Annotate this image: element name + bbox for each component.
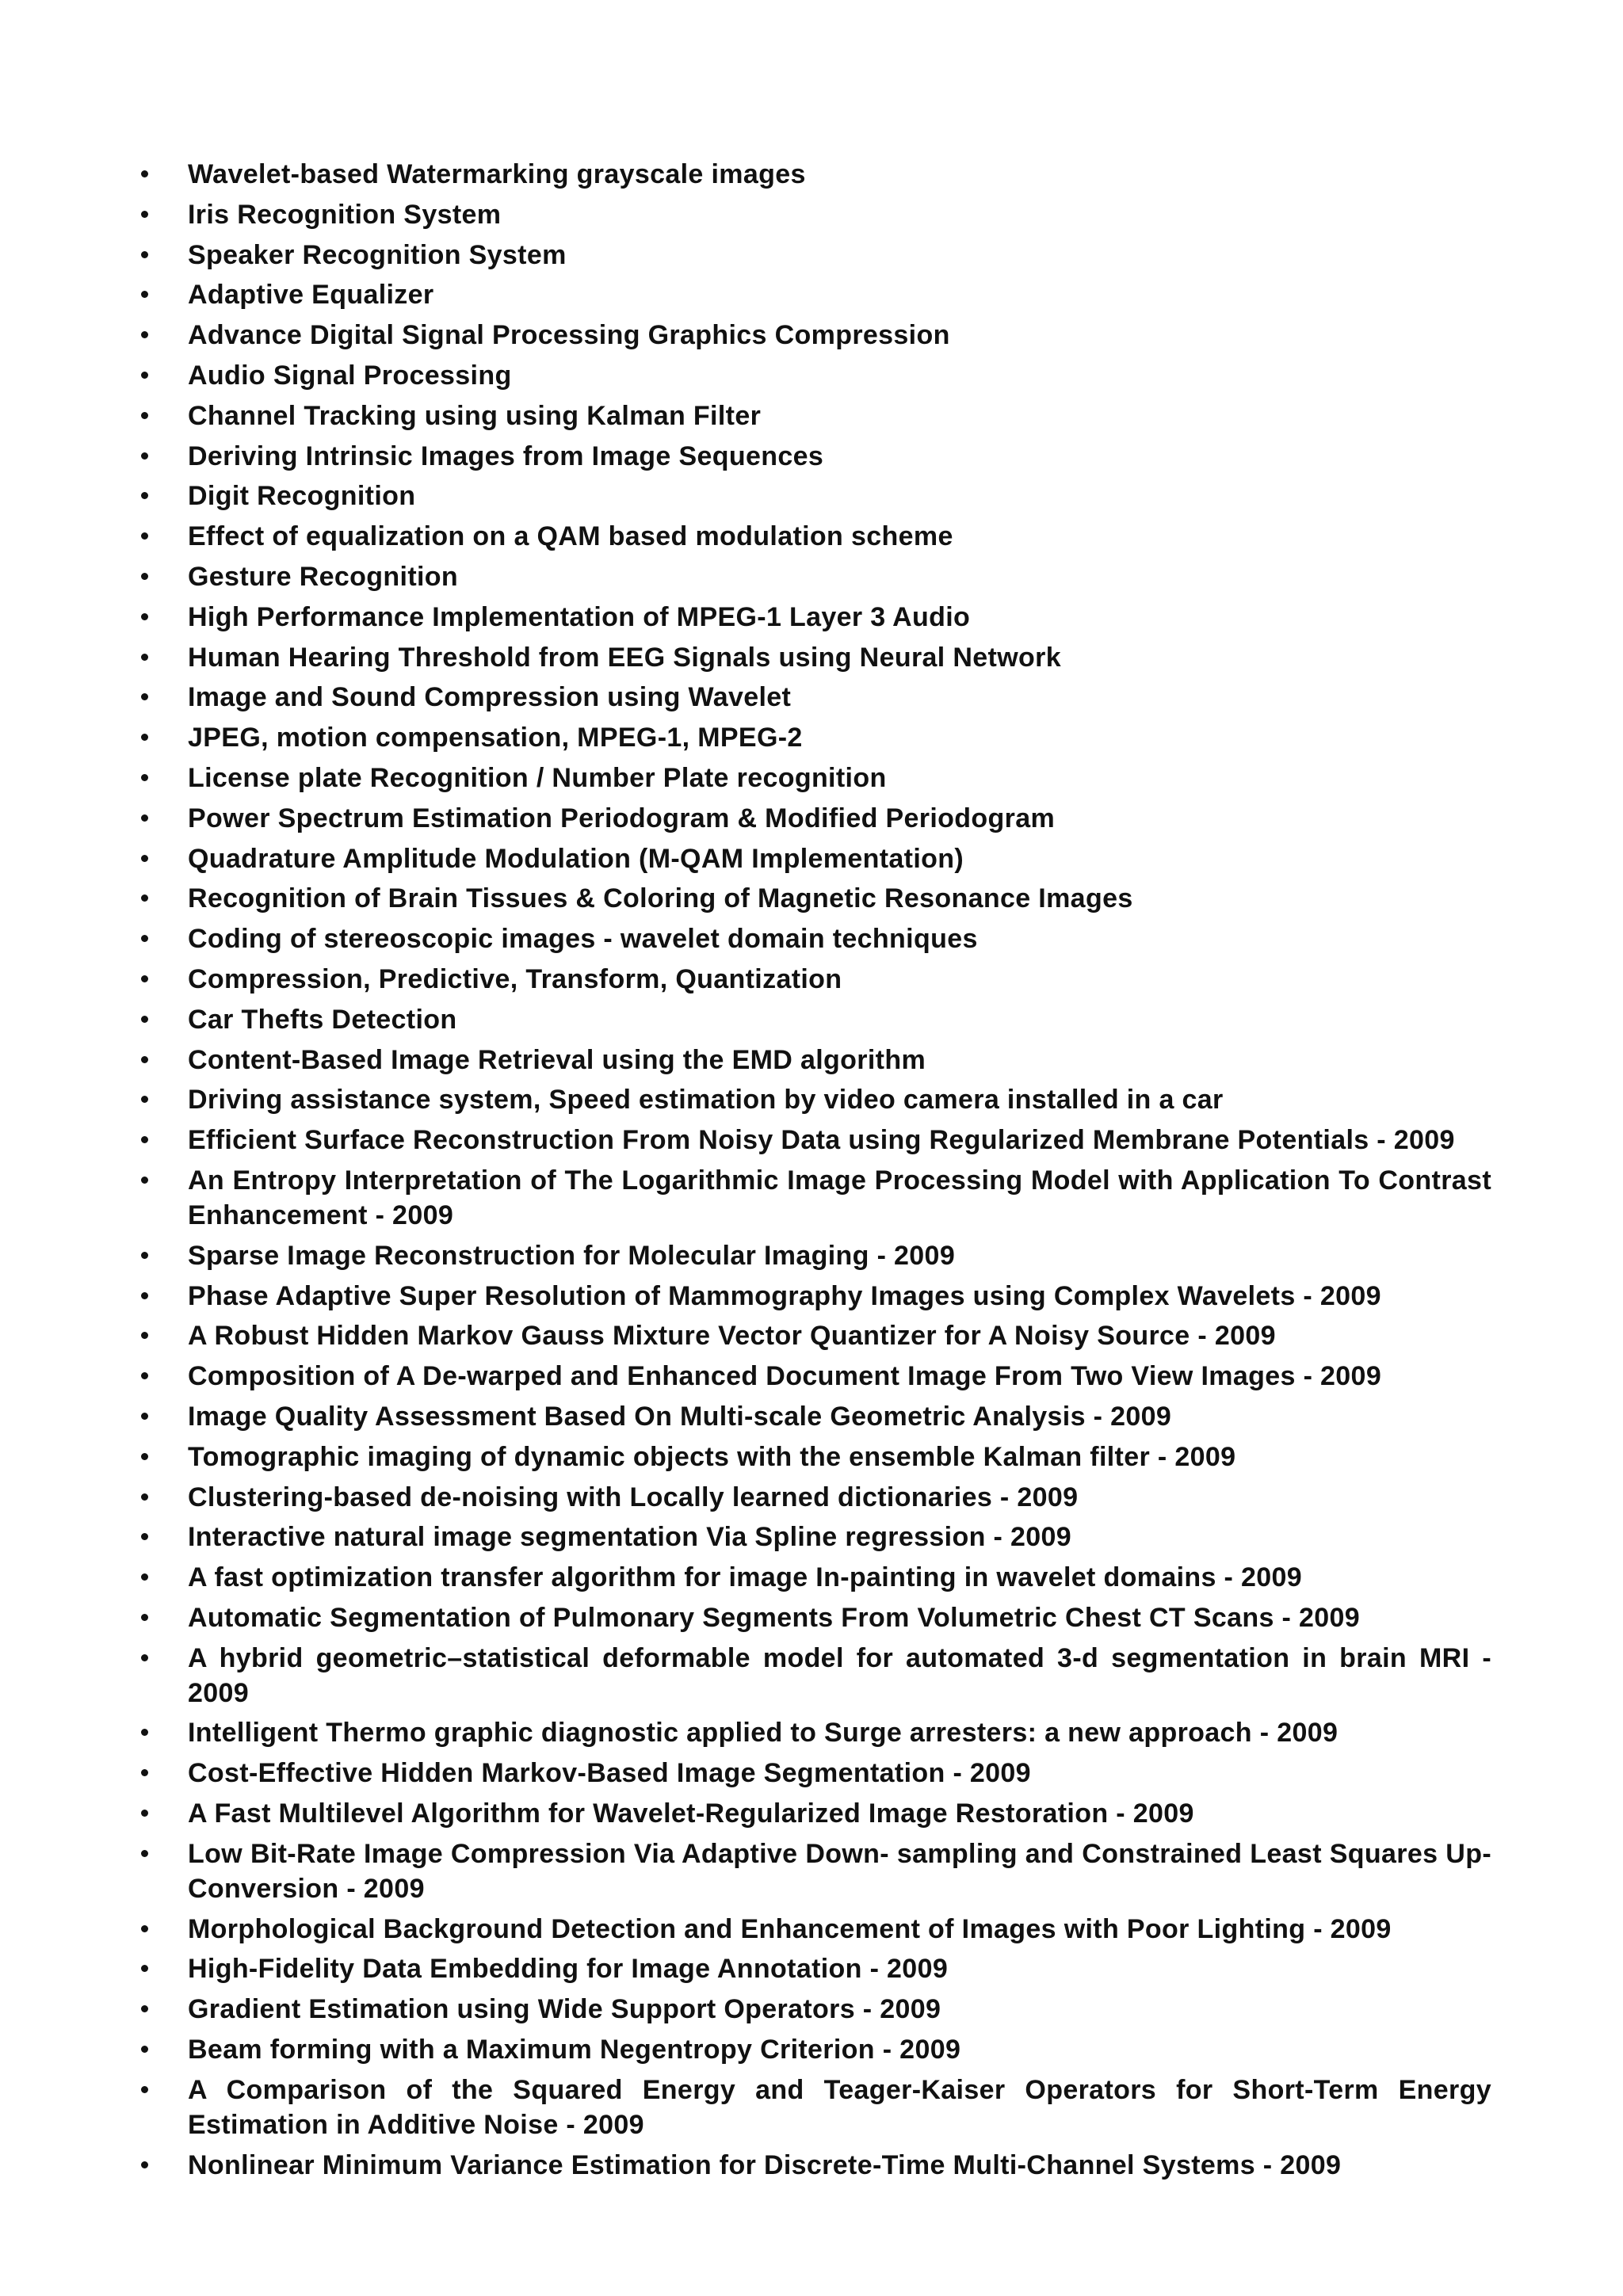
list-item-text: Advance Digital Signal Processing Graphics Compression [188,320,950,351]
list-item [138,1715,1491,1750]
list-item-text: A Fast Multilevel Algorithm for Wavelet-Regularized Image Restoration - 2009 [188,1798,1194,1829]
list-item [138,1163,1491,1233]
list-item-text: Content-Based Image Retrieval using the EMD algorithm [188,1044,926,1075]
bullet-icon [141,881,151,916]
list-item [138,1600,1491,1635]
bullet-icon [141,1002,151,1037]
bullet-icon [141,600,151,635]
list-item-text: Human Hearing Threshold from EEG Signals using Neural Network [188,642,1061,673]
list-item-text: Image Quality Assessment Based On Multi-scale Geometric Analysis - 2009 [188,1401,1172,1432]
list-item [138,2073,1491,2142]
list-item [138,1279,1491,1314]
list-item [138,801,1491,836]
bullet-icon [141,1123,151,1158]
list-item-text: Image and Sound Compression using Wavelet [188,682,792,713]
bullet-icon [141,1992,151,2027]
list-item [138,1123,1491,1158]
list-item-text: Gradient Estimation using Wide Support Operators - 2009 [188,1994,941,2025]
list-item [138,1796,1491,1831]
list-item-text: Beam forming with a Maximum Negentropy Criterion - 2009 [188,2035,961,2065]
bullet-icon [141,2032,151,2067]
bullet-icon [141,962,151,997]
list-item [138,881,1491,916]
list-item-text: Deriving Intrinsic Images from Image Sequences [188,441,824,471]
list-item-text: Speaker Recognition System [188,239,567,270]
bullet-icon [141,157,151,192]
bullet-icon [141,559,151,594]
list-item [138,238,1491,273]
list-item-text: Sparse Image Reconstruction for Molecular Imaging - 2009 [188,1240,956,1271]
bullet-icon [141,277,151,312]
list-item [138,399,1491,433]
list-item-text: A fast optimization transfer algorithm for image In-painting in wavelet domains - 2009 [188,1562,1303,1593]
list-item [138,1238,1491,1273]
bullet-icon [141,1912,151,1947]
bullet-icon [141,439,151,474]
list-item [138,559,1491,594]
list-item-text: Quadrature Amplitude Modulation (M-QAM Implementation) [188,843,964,874]
list-item-text: Phase Adaptive Super Resolution of Mammography Images using Complex Wavelets - 2009 [188,1280,1381,1311]
list-item-text: JPEG, motion compensation, MPEG-1, MPEG-2 [188,723,803,753]
list-item-text: License plate Recognition / Number Plate recognition [188,762,887,793]
bullet-icon [141,1238,151,1273]
list-item [138,1641,1491,1711]
bullet-icon [141,1836,151,1871]
list-item [138,841,1491,876]
bullet-icon [141,1600,151,1635]
list-item [138,1756,1491,1791]
list-item-text: Channel Tracking using using Kalman Filter [188,400,762,431]
bullet-icon [141,841,151,876]
list-item-text: Automatic Segmentation of Pulmonary Segments From Volumetric Chest CT Scans - 2009 [188,1602,1361,1633]
bullet-icon [141,1399,151,1434]
list-item-text: Driving assistance system, Speed estimation by video camera installed in a car [188,1085,1224,1116]
bullet-icon [141,358,151,393]
list-item-text: A Comparison of the Squared Energy and Teager-Kaiser Operators for Short-Term Energy Estimation in Additive Noise - 2009 [188,2074,1491,2140]
list-item [138,197,1491,232]
list-item [138,358,1491,393]
list-item-text: Effect of equalization on a QAM based modulation scheme [188,521,953,552]
list-item-text: High-Fidelity Data Embedding for Image Annotation - 2009 [188,1954,949,1985]
bullet-icon [141,399,151,433]
bullet-icon [141,1359,151,1394]
list-item-text: Cost-Effective Hidden Markov-Based Image Segmentation - 2009 [188,1758,1031,1789]
bullet-icon [141,1520,151,1554]
list-item-text: Tomographic imaging of dynamic objects with the ensemble Kalman filter - 2009 [188,1441,1236,1472]
bullet-icon [141,761,151,795]
list-item-text: Morphological Background Detection and Enhancement of Images with Poor Lighting - 2009 [188,1913,1392,1944]
list-item-text: Power Spectrum Estimation Periodogram & Modified Periodogram [188,803,1056,833]
bullet-icon [141,640,151,675]
bullet-icon [141,1796,151,1831]
list-item [138,1082,1491,1117]
bullet-icon [141,1163,151,1198]
bullet-icon [141,720,151,755]
list-item [138,1836,1491,1906]
bullet-icon [141,318,151,353]
list-item [138,277,1491,312]
list-item [138,600,1491,635]
bullet-icon [141,238,151,273]
list-item-text: Clustering-based de-noising with Locally learned dictionaries - 2009 [188,1482,1079,1512]
bullet-icon [141,197,151,232]
list-item [138,157,1491,192]
list-item-text: Low Bit-Rate Image Compression Via Adaptive Down- sampling and Constrained Least Squares Up- Conversion - 2009 [188,1838,1491,1904]
list-item-text: Adaptive Equalizer [188,280,434,311]
list-item-text: Wavelet-based Watermarking grayscale images [188,159,806,189]
list-item-text: Coding of stereoscopic images - wavelet domain techniques [188,924,978,955]
list-item-text: Composition of A De-warped and Enhanced Document Image From Two View Images - 2009 [188,1361,1382,1392]
project-topic-list [138,157,1491,2187]
bullet-icon [141,680,151,715]
list-item-text: Car Thefts Detection [188,1004,457,1035]
list-item [138,1992,1491,2027]
list-item-text: Compression, Predictive, Transform, Quantization [188,963,842,994]
list-item [138,2032,1491,2067]
bullet-icon [141,1082,151,1117]
list-item [138,318,1491,353]
list-item [138,439,1491,474]
bullet-icon [141,2073,151,2107]
bullet-icon [141,2148,151,2183]
list-item [138,680,1491,715]
list-item [138,1440,1491,1474]
list-item [138,1318,1491,1353]
list-item-text: Interactive natural image segmentation Via Spline regression - 2009 [188,1522,1072,1553]
list-item-text: Recognition of Brain Tissues & Coloring of Magnetic Resonance Images [188,883,1133,914]
list-item [138,1520,1491,1554]
list-item [138,1951,1491,1986]
list-item [138,1480,1491,1515]
bullet-icon [141,1043,151,1077]
bullet-icon [141,1480,151,1515]
list-item-text: A Robust Hidden Markov Gauss Mixture Vector Quantizer for A Noisy Source - 2009 [188,1321,1276,1352]
bullet-icon [141,1715,151,1750]
bullet-icon [141,1318,151,1353]
list-item-text: Iris Recognition System [188,199,502,230]
list-item [138,921,1491,956]
bullet-icon [141,921,151,956]
list-item [138,1043,1491,1077]
list-item-text: Audio Signal Processing [188,360,512,391]
list-item-text: An Entropy Interpretation of The Logarithmic Image Processing Model with Application To Contrast Enhancement - 2009 [188,1165,1491,1230]
list-item [138,1912,1491,1947]
list-item [138,2148,1491,2183]
list-item-text: A hybrid geometric–statistical deformable model for automated 3-d segmentation in brain MRI - 2009 [188,1642,1491,1708]
list-item-text: High Performance Implementation of MPEG-1 Layer 3 Audio [188,601,971,632]
list-item [138,479,1491,513]
list-item [138,1359,1491,1394]
list-item-text: Gesture Recognition [188,561,459,592]
bullet-icon [141,479,151,513]
list-item [138,640,1491,675]
bullet-icon [141,1279,151,1314]
list-item-text: Efficient Surface Reconstruction From Noisy Data using Regularized Membrane Potentials - 2009 [188,1125,1455,1156]
list-item-text: Digit Recognition [188,481,416,512]
list-item-text: Nonlinear Minimum Variance Estimation for Discrete-Time Multi-Channel Systems - 2009 [188,2149,1342,2180]
bullet-icon [141,1440,151,1474]
bullet-icon [141,1560,151,1595]
list-item [138,1002,1491,1037]
bullet-icon [141,519,151,554]
list-item [138,761,1491,795]
bullet-icon [141,1951,151,1986]
list-item [138,519,1491,554]
list-item [138,1560,1491,1595]
bullet-icon [141,1756,151,1791]
bullet-icon [141,801,151,836]
list-item-text: Intelligent Thermo graphic diagnostic applied to Surge arresters: a new approach - 2009 [188,1718,1338,1749]
list-item [138,720,1491,755]
bullet-icon [141,1641,151,1676]
list-item [138,1399,1491,1434]
list-item [138,962,1491,997]
